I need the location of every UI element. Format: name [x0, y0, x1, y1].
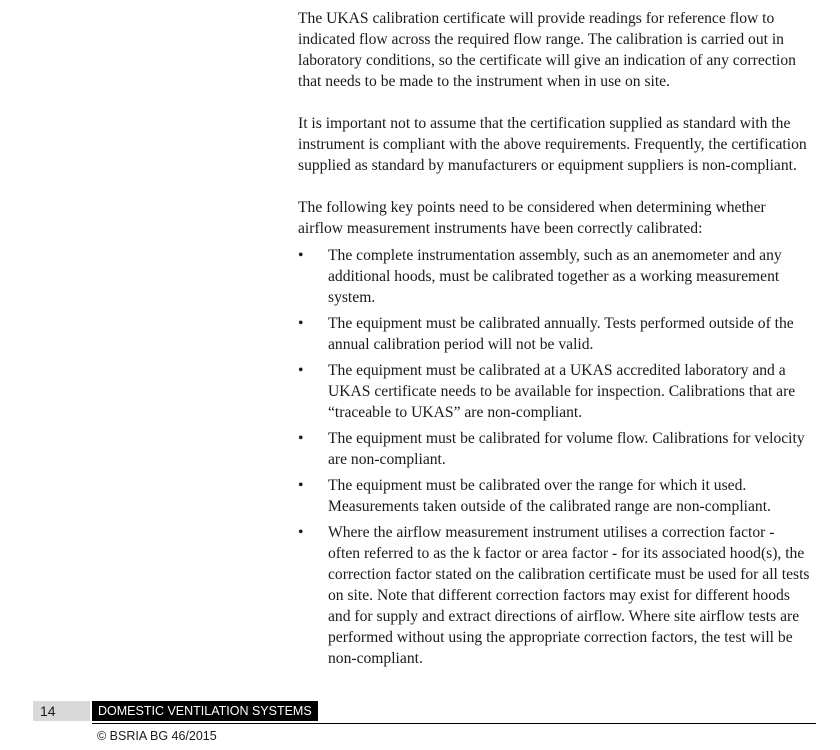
list-item	[298, 428, 810, 470]
list-item-text: The equipment must be calibrated for volume flow. Calibrations for velocity are non-compliant.	[328, 430, 805, 468]
list-item	[298, 245, 810, 308]
list-item-text: The equipment must be calibrated at a UKAS accredited laboratory and a UKAS certificate needs to be available for inspection. Calibrations that are “traceable to UKAS” are non-compliant.	[328, 362, 796, 421]
bullet-icon: •	[298, 247, 304, 264]
bullet-icon: •	[298, 315, 304, 332]
key-points-list	[298, 245, 810, 669]
body-text-column	[298, 8, 810, 674]
paragraph-key-points-intro: The following key points need to be considered when determining whether airflow measurement instruments have been correctly calibrated:	[298, 199, 766, 237]
list-item	[298, 313, 810, 355]
page-number: 14	[33, 701, 90, 721]
paragraph-certification-warning: It is important not to assume that the certification supplied as standard with the instrument is compliant with the above requirements. Frequently, the certification supplied as standard by manufacturers or equipment suppliers is non-compliant.	[298, 115, 807, 174]
paragraph-calibration-certificate: The UKAS calibration certificate will provide readings for reference flow to indicated flow across the required flow range. The calibration is carried out in laboratory conditions, so the certificate will give an indication of any correction that needs to be made to the instrument when in use on site.	[298, 10, 796, 90]
bullet-icon: •	[298, 430, 304, 447]
bullet-icon: •	[298, 477, 304, 494]
list-item-text: The equipment must be calibrated annually. Tests performed outside of the annual calibration period will not be valid.	[328, 315, 794, 353]
copyright-notice: © BSRIA BG 46/2015	[97, 729, 217, 743]
list-item	[298, 475, 810, 517]
bullet-icon: •	[298, 362, 304, 379]
series-title: DOMESTIC VENTILATION SYSTEMS	[92, 701, 318, 721]
list-item	[298, 360, 810, 423]
list-item	[298, 522, 810, 669]
list-item-text: The complete instrumentation assembly, such as an anemometer and any additional hoods, must be calibrated together as a working measurement system.	[328, 247, 782, 306]
list-item-text: The equipment must be calibrated over the range for which it used. Measurements taken outside of the calibrated range are non-compliant.	[328, 477, 771, 515]
footer-divider	[92, 723, 816, 724]
bullet-icon: •	[298, 524, 304, 541]
page-footer	[0, 700, 840, 750]
list-item-text: Where the airflow measurement instrument utilises a correction factor - often referred to as the k factor or area factor - for its associated hood(s), the correction factor stated on the calibration certificate must be used for all tests on site. Note that different correction factors may exist for different hoods and for supply and extract directions of airflow. Where site airflow tests are performed without using the appropriate correction factors, the test will be non-compliant.	[328, 524, 810, 667]
